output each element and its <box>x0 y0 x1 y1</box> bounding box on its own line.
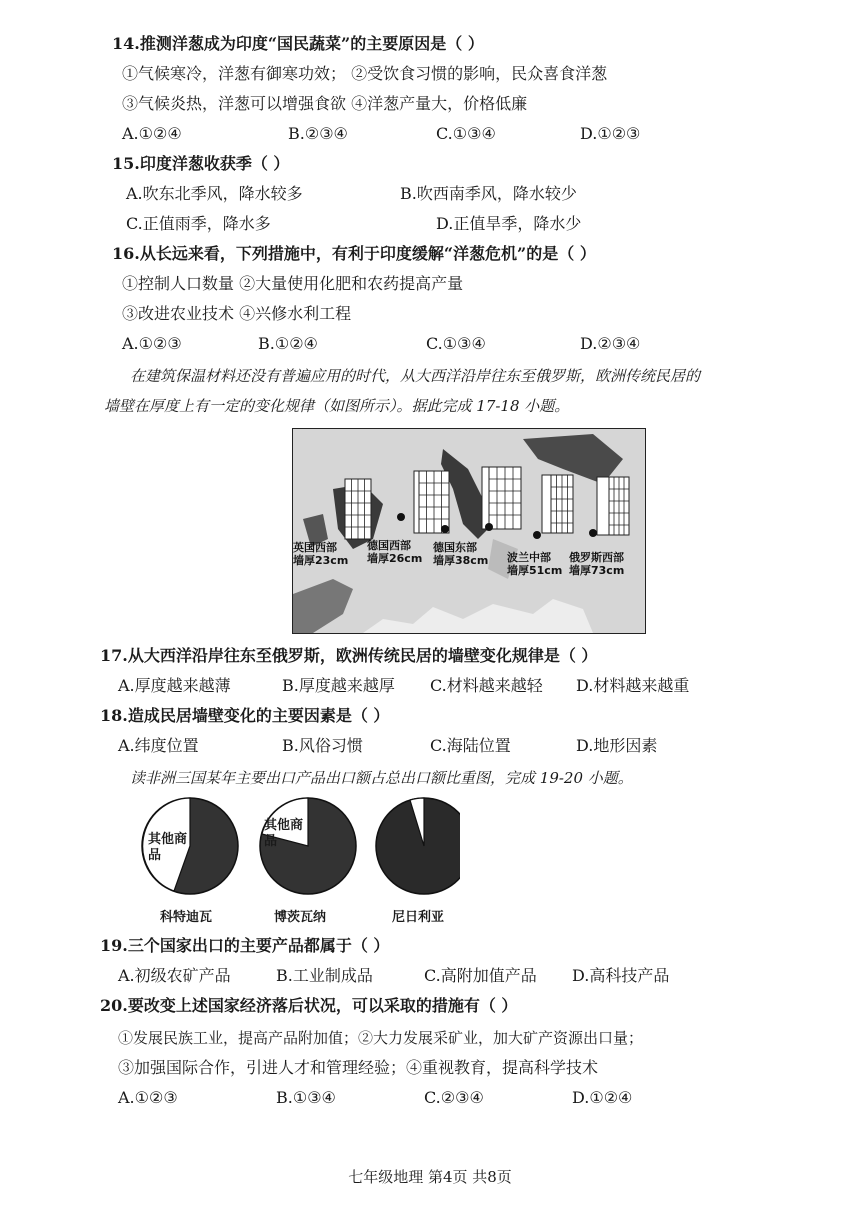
map-label-poland: 波兰中部 墙厚51cm <box>507 551 563 577</box>
q16-option-c: C.①③④ <box>426 334 486 353</box>
intro-17-18-line1: 在建筑保温材料还没有普遍应用的时代，从大西洋沿岸往东至俄罗斯，欧洲传统民居的 <box>130 367 701 385</box>
q17-option-c: C.材料越来越轻 <box>430 676 543 695</box>
q14-statement-1: ①气候寒冷，洋葱有御寒功效； ②受饮食习惯的影响，民众喜食洋葱 <box>122 64 608 83</box>
q16-statement-2: ③改进农业技术 ④兴修水利工程 <box>122 304 352 323</box>
q16-option-d: D.②③④ <box>580 334 641 353</box>
q16-option-b: B.①②④ <box>258 334 318 353</box>
map-label-germany-east: 德国东部 墙厚38cm <box>433 541 489 567</box>
q16-statement-1: ①控制人口数量 ②大量使用化肥和农药提高产量 <box>122 274 464 293</box>
pie-nigeria <box>376 798 460 894</box>
q20-statement-2: ③加强国际合作，引进人才和管理经验；④重视教育，提高科学技术 <box>118 1058 599 1077</box>
q19-option-c: C.高附加值产品 <box>424 966 537 985</box>
q20-option-b: B.①③④ <box>276 1088 336 1107</box>
q17-option-d: D.材料越来越重 <box>576 676 690 695</box>
q20-statement-1: ①发展民族工业，提高产品附加值；②大力发展采矿业，加大矿产资源出口量； <box>118 1029 644 1047</box>
wall-block-2 <box>414 471 449 533</box>
q15-option-a: A.吹东北季风，降水较多 <box>126 184 303 203</box>
pie-cote-divoire-title: 科特迪瓦 <box>160 910 213 925</box>
pie-nigeria-title: 尼日利亚 <box>392 910 445 925</box>
q17-option-a: A.厚度越来越薄 <box>118 676 231 695</box>
dot-russia <box>589 529 597 537</box>
q18-option-b: B.风俗习惯 <box>282 736 363 755</box>
q16-option-a: A.①②③ <box>122 334 182 353</box>
q18-stem: 18.造成民居墙壁变化的主要因素是（ ） <box>100 706 390 725</box>
q18-option-d: D.地形因素 <box>576 736 658 755</box>
q19-option-d: D.高科技产品 <box>572 966 670 985</box>
wall-block-4 <box>542 475 573 533</box>
dot-poland <box>533 531 541 539</box>
q15-stem: 15.印度洋葱收获季（ ） <box>112 154 290 173</box>
q19-option-a: A.初级农矿产品 <box>118 966 231 985</box>
pie-cote-divoire-other-label: 其他商品 <box>148 832 188 863</box>
q20-option-c: C.②③④ <box>424 1088 484 1107</box>
q14-option-a: A.①②④ <box>122 124 182 143</box>
dot-germany-east <box>485 523 493 531</box>
map-label-britain: 英国西部 墙厚23cm <box>293 541 349 567</box>
wall-block-3 <box>482 467 521 529</box>
q14-statement-2: ③气候炎热，洋葱可以增强食欲 ④洋葱产量大，价格低廉 <box>122 94 528 113</box>
q15-option-c: C.正值雨季，降水多 <box>126 214 271 233</box>
map-graphic <box>293 429 645 633</box>
q17-stem: 17.从大西洋沿岸往东至俄罗斯，欧洲传统民居的墙壁变化规律是（ ） <box>100 646 598 665</box>
q14-option-c: C.①③④ <box>436 124 496 143</box>
q19-option-b: B.工业制成品 <box>276 966 373 985</box>
q14-option-d: D.①②③ <box>580 124 641 143</box>
dot-britain <box>397 513 405 521</box>
pie-botswana-other-label: 其他商品 <box>264 818 304 849</box>
q15-option-d: D.正值旱季，降水少 <box>436 214 582 233</box>
pie-charts-row <box>140 796 460 926</box>
q14-stem: 14.推测洋葱成为印度“国民蔬菜”的主要原因是（ ） <box>112 34 484 53</box>
q15-option-b: B.吹西南季风，降水较少 <box>400 184 577 203</box>
intro-19-20: 读非洲三国某年主要出口产品出口额占总出口额比重图，完成 19-20 小题。 <box>130 769 633 787</box>
q20-option-d: D.①②④ <box>572 1088 633 1107</box>
wall-block-1 <box>345 479 371 539</box>
europe-wall-thickness-map <box>292 428 646 634</box>
q20-stem: 20.要改变上述国家经济落后状况，可以采取的措施有（ ） <box>100 996 518 1015</box>
q14-option-b: B.②③④ <box>288 124 348 143</box>
q20-option-a: A.①②③ <box>118 1088 178 1107</box>
q17-option-b: B.厚度越来越厚 <box>282 676 395 695</box>
q19-stem: 19.三个国家出口的主要产品都属于（ ） <box>100 936 390 955</box>
map-label-russia: 俄罗斯西部 墙厚73cm <box>569 551 625 577</box>
q18-option-a: A.纬度位置 <box>118 736 199 755</box>
dot-germany-west <box>441 525 449 533</box>
wall-block-5 <box>597 477 629 535</box>
pie-botswana-title: 博茨瓦纳 <box>274 910 327 925</box>
page-footer: 七年级地理 第4页 共8页 <box>348 1168 512 1186</box>
q16-stem: 16.从长远来看，下列措施中，有利于印度缓解“洋葱危机”的是（ ） <box>112 244 596 263</box>
intro-17-18-line2: 墙壁在厚度上有一定的变化规律（如图所示）。据此完成 17-18 小题。 <box>104 397 570 415</box>
q18-option-c: C.海陆位置 <box>430 736 511 755</box>
map-label-germany-west: 德国西部 墙厚26cm <box>367 539 423 565</box>
